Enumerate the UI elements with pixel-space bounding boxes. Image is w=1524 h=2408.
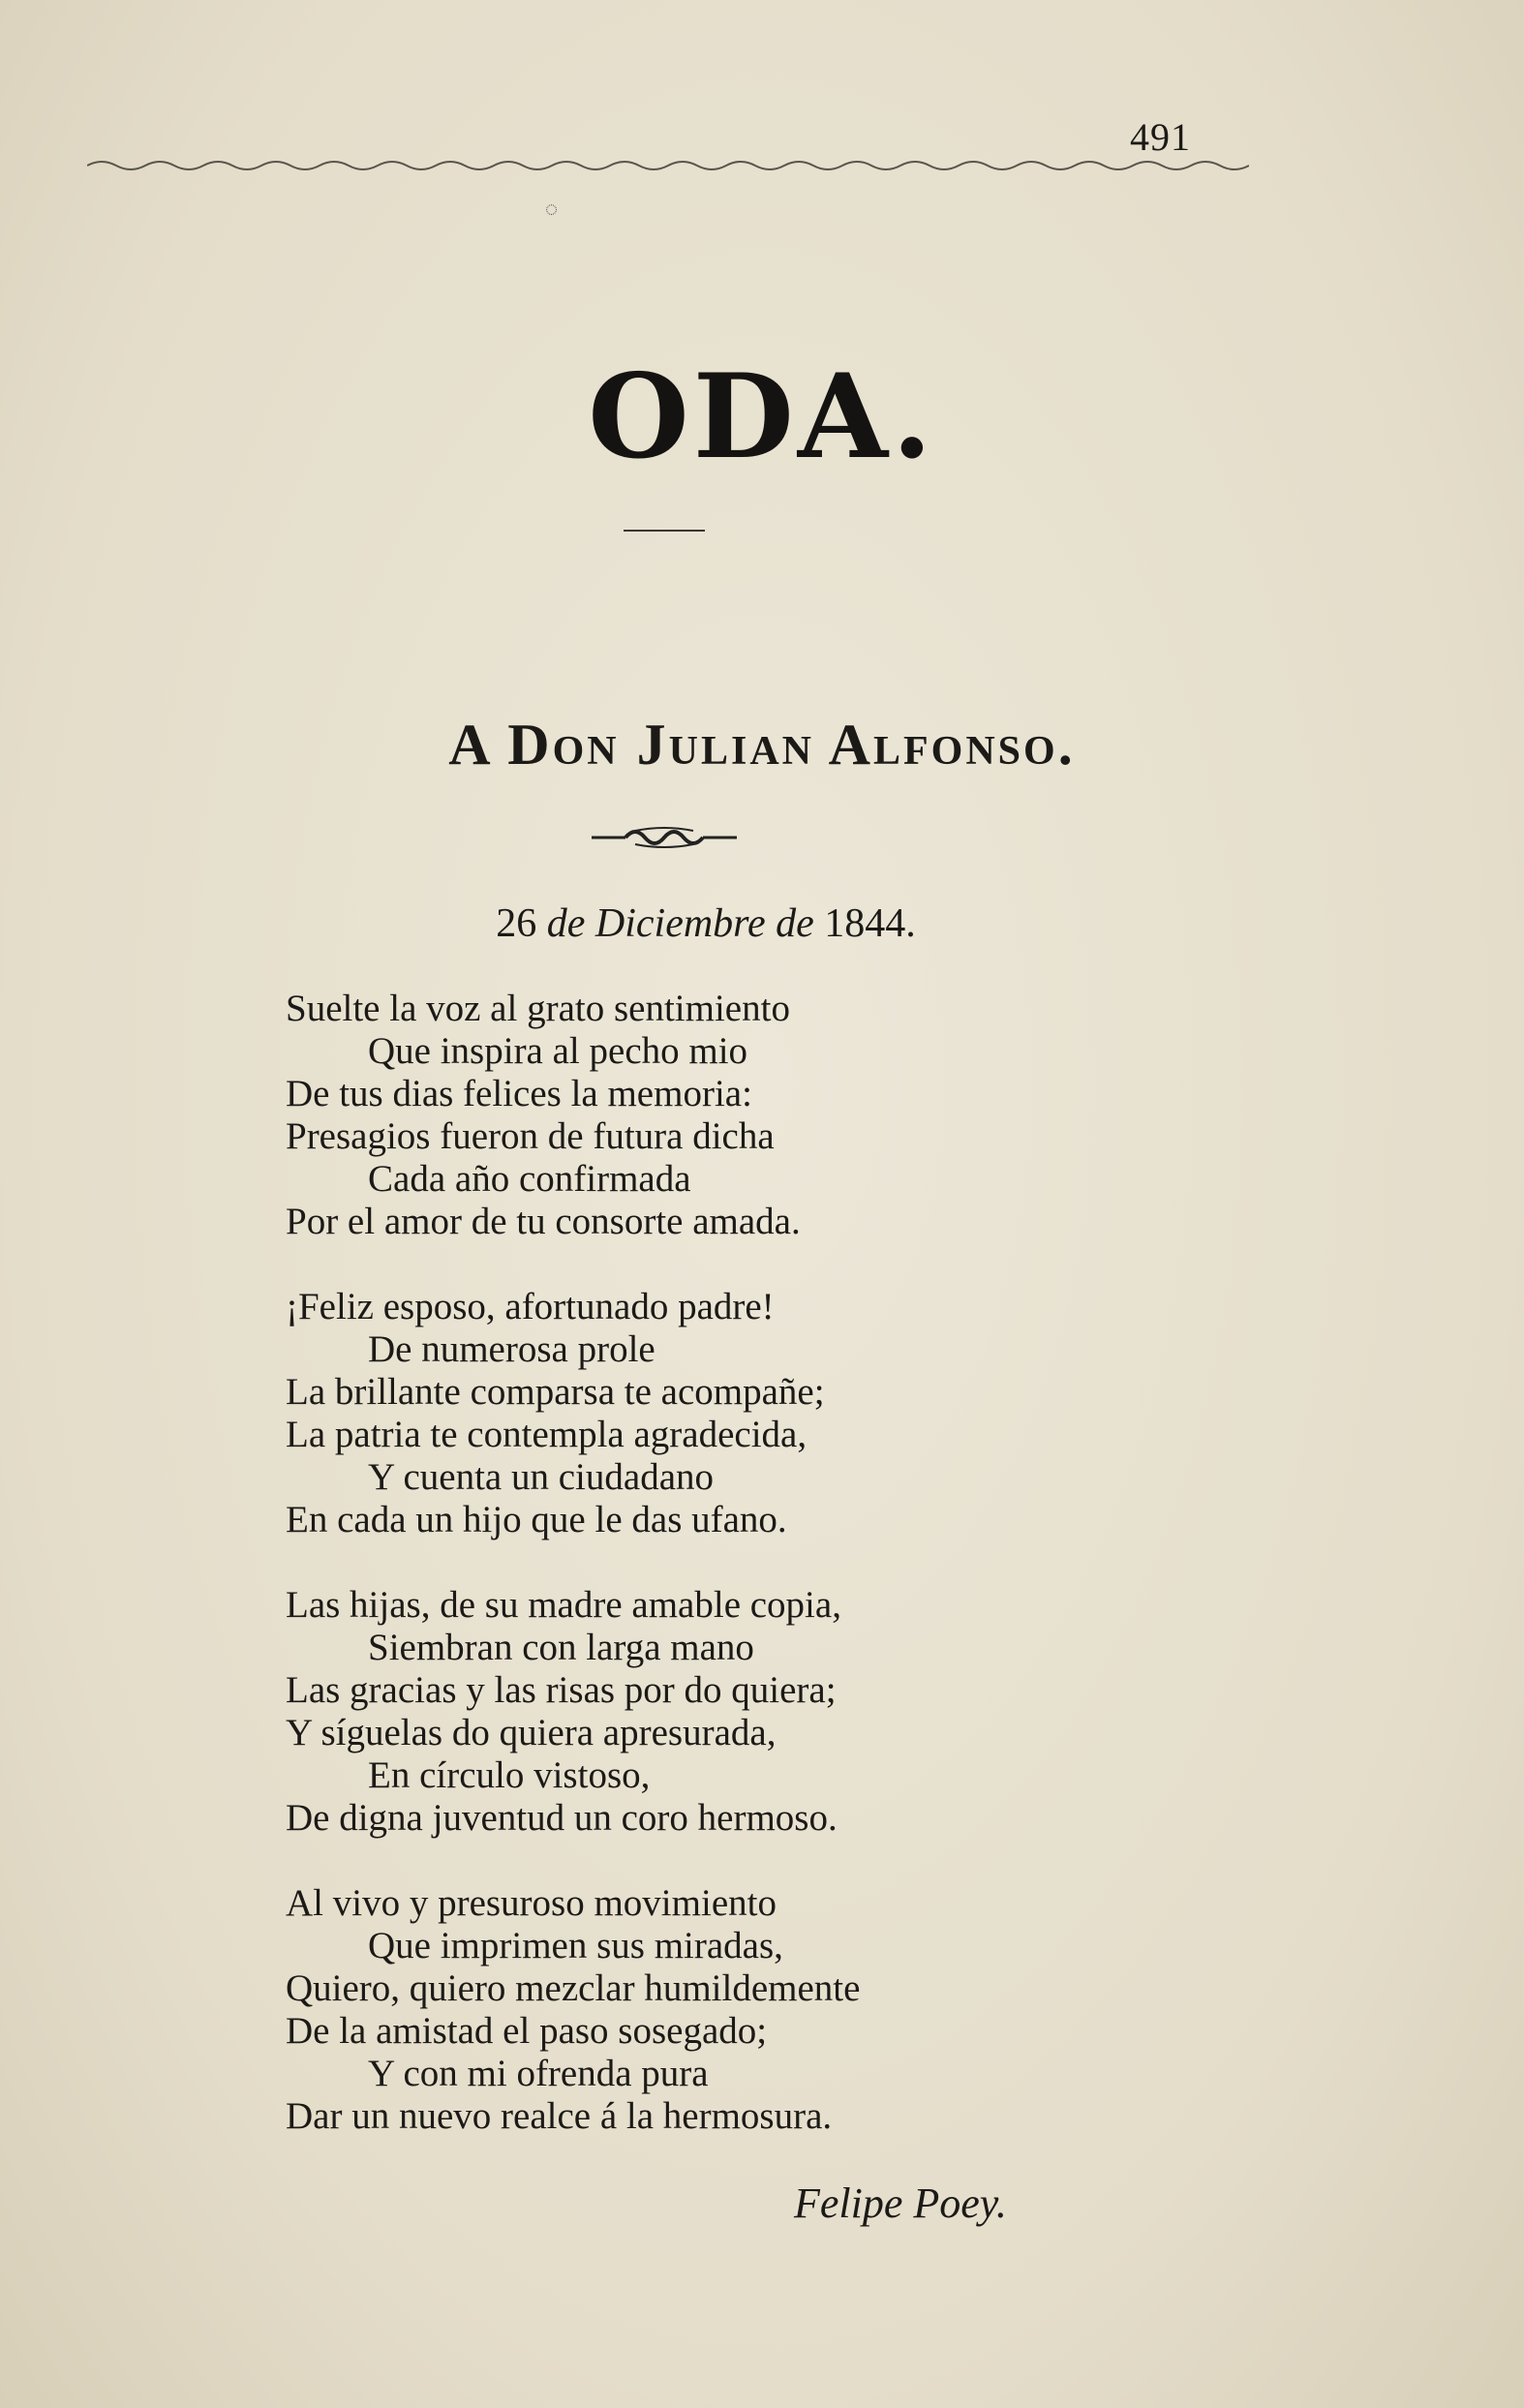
verse-line: Al vivo y presuroso movimiento <box>286 1882 777 1924</box>
title-divider <box>624 530 705 532</box>
verse-line: Cada año confirmada <box>368 1158 691 1200</box>
stanza-4 <box>286 1882 1254 2138</box>
verse-line: Presagios fueron de futura dicha <box>286 1115 775 1157</box>
verse-line: De digna juventud un coro hermoso. <box>286 1797 838 1839</box>
verse-line: En cada un hijo que le das ufano. <box>286 1499 787 1540</box>
date-de-1: de <box>546 901 586 946</box>
verse-line: Por el amor de tu consorte amada. <box>286 1201 801 1242</box>
verse-line: Suelte la voz al grato sentimiento <box>286 988 790 1029</box>
date-de-2: de <box>776 901 814 946</box>
verse-line: Las hijas, de su madre amable copia, <box>286 1584 841 1626</box>
wavy-header-rule <box>87 150 1249 179</box>
poem-date <box>0 900 1412 947</box>
verse-line: ¡Feliz esposo, afortunado padre! <box>286 1286 775 1327</box>
verse-line: Y cuenta un ciudadano <box>368 1456 714 1498</box>
verse-line: Las gracias y las risas por do quiera; <box>286 1669 837 1711</box>
small-ornament-icon: ◌ <box>545 197 559 221</box>
poem-title: ODA. <box>588 349 936 485</box>
verse-line: Dar un nuevo realce á la hermosura. <box>286 2095 833 2137</box>
verse-line: Que inspira al pecho mio <box>368 1030 748 1072</box>
dedication-heading: A Don Julian Alfonso. <box>448 713 1076 777</box>
verse-line: Que imprimen sus miradas, <box>368 1925 783 1966</box>
stanza-3 <box>286 1584 1254 1840</box>
verse-line: De la amistad el paso sosegado; <box>286 2010 768 2052</box>
page-number: 491 <box>1130 115 1191 159</box>
date-day: 26 <box>496 901 537 946</box>
verse-line: Siembran con larga mano <box>368 1627 754 1668</box>
verse-line: Y con mi ofrenda pura <box>368 2053 709 2094</box>
date-month: Diciembre <box>594 901 766 946</box>
verse-line: En círculo vistoso, <box>368 1754 651 1796</box>
verse-line: De tus dias felices la memoria: <box>286 1073 752 1114</box>
verse-line: De numerosa prole <box>368 1328 655 1370</box>
author-signature: Felipe Poey. <box>794 2179 1007 2227</box>
stanza-2 <box>286 1286 1254 1541</box>
poem-body <box>286 988 1254 2180</box>
verse-line: Quiero, quiero mezclar humildemente <box>286 1967 861 2009</box>
verse-line: La patria te contempla agradecida, <box>286 1414 808 1455</box>
verse-line: La brillante comparsa te acompañe; <box>286 1371 825 1413</box>
stanza-1 <box>286 988 1254 1243</box>
verse-line: Y síguelas do quiera apresurada, <box>286 1712 777 1753</box>
date-year: 1844. <box>824 901 916 946</box>
fleuron-ornament-icon <box>587 823 742 852</box>
